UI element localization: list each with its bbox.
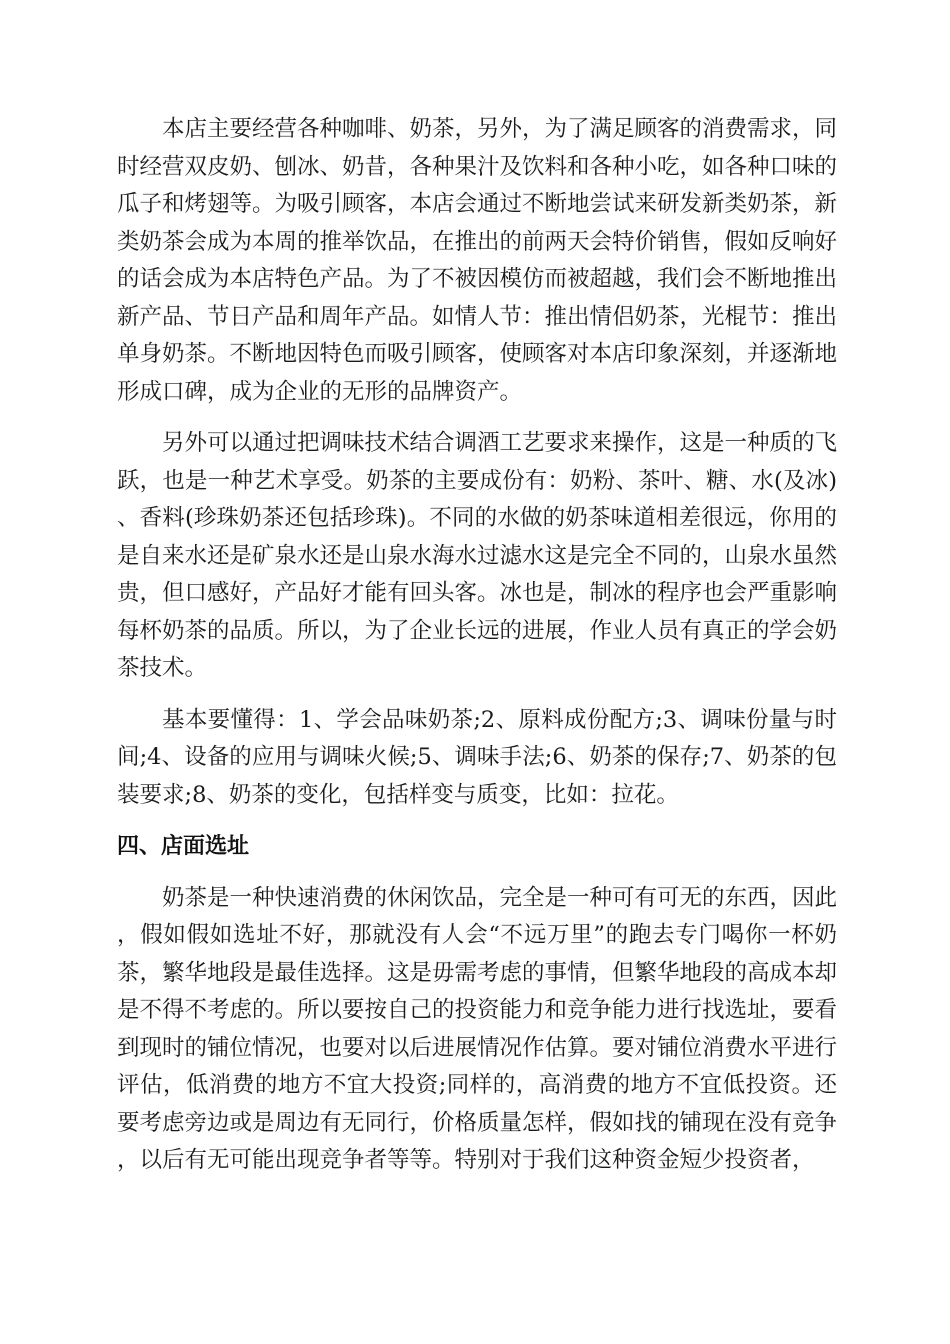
document-body (117, 111, 837, 1194)
paragraph-location: 奶茶是一种快速消费的休闲饮品，完全是一种可有可无的东西，因此，假如假如选址不好，那就没有人会“不远万里”的跑去专门喝你一杯奶茶，繁华地段是最佳选择。这是毋需考虑的事情，但繁华地段的高成本却是不得不考虑的。所以要按自己的投资能力和竞争能力进行找选址，要看到现时的铺位情况，也要对以后进展情况作估算。要对铺位消费水平进行评估，低消费的地方不宜大投资;同样的，高消费的地方不宜低投资。还要考虑旁边或是周边有无同行，价格质量怎样，假如找的铺现在没有竞争，以后有无可能出现竞争者等等。特别对于我们这种资金短少投资者， (117, 884, 838, 1173)
section-heading-location: 四、店面选址 (117, 834, 250, 859)
paragraph-products: 本店主要经营各种咖啡、奶茶，另外，为了满足顾客的消费需求，同时经营双皮奶、刨冰、奶昔，各种果汁及饮料和各种小吃，如各种口味的瓜子和烤翅等。为吸引顾客，本店会通过不断地尝试来研发新类奶茶，新类奶茶会成为本周的推举饮品，在推出的前两天会特价销售，假如反响好的话会成为本店特色产品。为了不被因模仿而被超越，我们会不断地推出新产品、节日产品和周年产品。如情人节：推出情侣奶茶，光棍节：推出单身奶茶。不断地因特色而吸引顾客，使顾客对本店印象深刻，并逐渐地形成口碑，成为企业的无形的品牌资产。 (117, 116, 838, 405)
paragraph-basic-requirements: 基本要懂得：1、学会品味奶茶;2、原料成份配方;3、调味份量与时间;4、设备的应用与调味火候;5、调味手法;6、奶茶的保存;7、奶茶的包装要求;8、奶茶的变化，包括样变与质变，比如：拉花。 (117, 706, 837, 808)
paragraph-technique: 另外可以通过把调味技术结合调酒工艺要求来操作，这是一种质的飞跃，也是一种艺术享受。奶茶的主要成份有：奶粉、茶叶、糖、水(及冰)、香料(珍珠奶茶还包括珍珠)。不同的水做的奶茶味道相差很远，你用的是自来水还是矿泉水还是山泉水海水过滤水这是完全不同的，山泉水虽然贵，但口感好，产品好才能有回头客。冰也是，制冰的程序也会严重影响每杯奶茶的品质。所以，为了企业长远的进展，作业人员有真正的学会奶茶技术。 (117, 430, 838, 681)
